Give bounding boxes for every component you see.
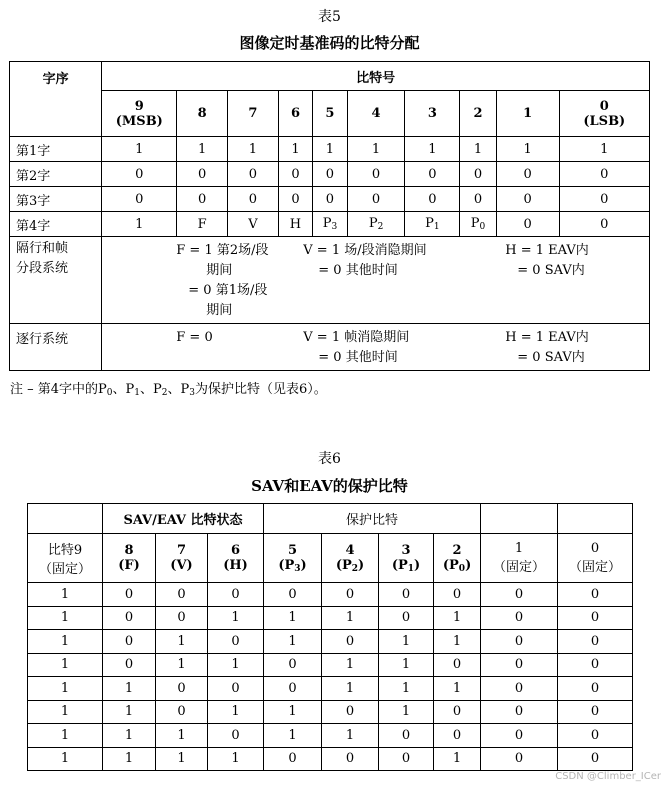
t6-cell: 1 — [103, 677, 156, 701]
bit-cell: 1 — [347, 137, 405, 162]
interlaced-definitions — [102, 237, 650, 324]
t6-cell: 1 — [434, 677, 481, 701]
t6-cell: 1 — [379, 630, 434, 654]
t6-cell: 0 — [379, 747, 434, 771]
t6-cell: 1 — [156, 630, 208, 654]
t6-cell: 1 — [28, 630, 103, 654]
t6-cell: 0 — [481, 700, 558, 724]
bit-cell: 1 — [559, 137, 649, 162]
t6-cell: 0 — [103, 630, 156, 654]
bit-cell: $P_1$ — [405, 212, 460, 237]
bit-header-5: 5 — [313, 91, 347, 137]
t6-col-header: 5 $(P_3)$ — [264, 534, 322, 583]
t6-cell: 0 — [322, 747, 379, 771]
t6-cell: 0 — [322, 630, 379, 654]
bit-cell: 0 — [313, 187, 347, 212]
word-row — [10, 162, 650, 187]
bit-cell: 0 — [177, 187, 228, 212]
t6-cell: 1 — [208, 700, 264, 724]
t6-cell: 1 — [379, 677, 434, 701]
t6-cell: 1 — [434, 747, 481, 771]
header-word-order: 字序 — [10, 62, 102, 137]
bit-cell: $P_0$ — [460, 212, 497, 237]
t6-cell: 0 — [481, 583, 558, 607]
t6-cell: 0 — [156, 700, 208, 724]
bit-cell: 0 — [278, 162, 312, 187]
bit-cell: 1 — [228, 137, 279, 162]
bit-cell: 0 — [559, 212, 649, 237]
t6-cell: 0 — [558, 724, 633, 748]
bit-cell: 0 — [559, 187, 649, 212]
header-sav-eav-state: SAV/EAV 比特状态 — [103, 504, 264, 534]
bit-cell: 1 — [460, 137, 497, 162]
bit-cell: 0 — [347, 162, 405, 187]
t6-cell: 0 — [434, 724, 481, 748]
bit-cell: 0 — [559, 162, 649, 187]
bit-header-2: 2 — [460, 91, 497, 137]
t6-cell: 1 — [28, 606, 103, 630]
t6-cell: 1 — [28, 724, 103, 748]
t6-cell: 1 — [103, 724, 156, 748]
t6-cell: 1 — [434, 630, 481, 654]
t6-cell: 0 — [208, 630, 264, 654]
t6-cell: 0 — [481, 630, 558, 654]
t6-cell: 1 — [103, 700, 156, 724]
t6-cell: 0 — [103, 606, 156, 630]
t6-cell: 1 — [322, 606, 379, 630]
interlaced-v-def: V = 1 场/段消隐期间 = 0 其他时间 — [303, 243, 427, 278]
t6-col-header: 6 (H) — [208, 534, 264, 583]
t6-cell: 0 — [379, 583, 434, 607]
t6-col-header: 比特9 （固定） — [28, 534, 103, 583]
interlaced-label: 隔行和帧 分段系统 — [10, 237, 102, 324]
table-row — [28, 583, 633, 607]
table6-blank-header — [28, 504, 103, 534]
t6-cell: 1 — [264, 724, 322, 748]
t6-cell: 0 — [481, 606, 558, 630]
bit-header-1: 1 — [496, 91, 559, 137]
table6-number: 表6 — [318, 451, 341, 467]
t6-cell: 0 — [322, 700, 379, 724]
t6-cell: 1 — [156, 747, 208, 771]
bit-header-3: 3 — [405, 91, 460, 137]
bit-header-6: 6 — [278, 91, 312, 137]
bit-cell: 0 — [496, 162, 559, 187]
table-row — [28, 606, 633, 630]
t6-cell: 0 — [156, 606, 208, 630]
t6-cell: 0 — [434, 700, 481, 724]
t6-cell: 0 — [379, 724, 434, 748]
bit-header-9: 9 (MSB) — [102, 91, 177, 137]
table-row — [28, 677, 633, 701]
bit-cell: 1 — [496, 137, 559, 162]
table-row — [28, 700, 633, 724]
t6-cell: 0 — [156, 583, 208, 607]
bit-cell: 0 — [496, 212, 559, 237]
word-row — [10, 212, 650, 237]
bit-cell: V — [228, 212, 279, 237]
bit-cell: 0 — [460, 162, 497, 187]
t6-cell: 0 — [264, 583, 322, 607]
bit-cell: 0 — [347, 187, 405, 212]
bit-header-4: 4 — [347, 91, 405, 137]
t6-cell: 1 — [208, 606, 264, 630]
t6-cell: 0 — [558, 583, 633, 607]
bit-cell: 0 — [102, 162, 177, 187]
t6-cell: 0 — [208, 677, 264, 701]
table5-note: 注 – 第4字中的$P_0$、$P_1$、$P_2$、$P_3$为保护比特（见表6）。 — [10, 382, 327, 398]
bit-cell: 0 — [405, 162, 460, 187]
header-bit-number: 比特号 — [102, 62, 650, 91]
table-row — [28, 630, 633, 654]
t6-cell: 0 — [264, 747, 322, 771]
table-row — [28, 724, 633, 748]
table5-title: 图像定时基准码的比特分配 — [239, 34, 420, 52]
table-row — [28, 653, 633, 677]
t6-cell: 0 — [481, 724, 558, 748]
progressive-h-def: H = 1 EAV内 = 0 SAV内 — [505, 330, 589, 365]
bit-cell: 0 — [228, 187, 279, 212]
table6-blank-header-1 — [481, 504, 558, 534]
bit-cell: H — [278, 212, 312, 237]
t6-cell: 0 — [481, 677, 558, 701]
t6-cell: 0 — [481, 653, 558, 677]
t6-col-header: 3 $(P_1)$ — [379, 534, 434, 583]
table5-number: 表5 — [318, 9, 341, 25]
word-row — [10, 187, 650, 212]
bit-header-7: 7 — [228, 91, 279, 137]
bit-cell: $P_2$ — [347, 212, 405, 237]
t6-cell: 1 — [264, 630, 322, 654]
t6-cell: 1 — [156, 653, 208, 677]
t6-cell: 0 — [379, 606, 434, 630]
progressive-definitions — [102, 324, 650, 371]
bit-cell: 1 — [177, 137, 228, 162]
t6-col-header: 1 （固定） — [481, 534, 558, 583]
progressive-f-def: F = 0 — [176, 330, 213, 345]
bit-cell: 1 — [405, 137, 460, 162]
t6-cell: 1 — [28, 677, 103, 701]
bit-cell: $P_3$ — [313, 212, 347, 237]
t6-cell: 1 — [208, 653, 264, 677]
t6-cell: 1 — [28, 653, 103, 677]
t6-cell: 0 — [558, 700, 633, 724]
t6-cell: 1 — [322, 724, 379, 748]
bit-cell: 1 — [102, 212, 177, 237]
table5 — [9, 61, 650, 371]
bit-cell: 1 — [313, 137, 347, 162]
bit-cell: 1 — [102, 137, 177, 162]
bit-cell: 0 — [496, 187, 559, 212]
bit-cell: F — [177, 212, 228, 237]
t6-cell: 1 — [28, 583, 103, 607]
t6-cell: 1 — [379, 653, 434, 677]
t6-cell: 0 — [156, 677, 208, 701]
header-protection-bits: 保护比特 — [264, 504, 481, 534]
t6-cell: 0 — [208, 724, 264, 748]
t6-cell: 1 — [322, 653, 379, 677]
t6-cell: 0 — [558, 606, 633, 630]
progressive-label: 逐行系统 — [10, 324, 102, 371]
t6-cell: 0 — [434, 583, 481, 607]
bit-cell: 0 — [313, 162, 347, 187]
t6-cell: 0 — [264, 653, 322, 677]
table6-title: SAV和EAV的保护比特 — [251, 477, 408, 495]
table6 — [27, 503, 633, 771]
table6-blank-header-0 — [558, 504, 633, 534]
bit-cell: 0 — [460, 187, 497, 212]
word-row — [10, 137, 650, 162]
t6-cell: 1 — [434, 606, 481, 630]
bit-cell: 1 — [278, 137, 312, 162]
bit-cell: 0 — [177, 162, 228, 187]
bit-cell: 0 — [102, 187, 177, 212]
t6-cell: 1 — [103, 747, 156, 771]
interlaced-f-def: F = 1 第2场/段 期间 = 0 第1场/段 期间 — [176, 243, 269, 318]
bit-cell: 0 — [278, 187, 312, 212]
t6-cell: 1 — [28, 747, 103, 771]
bit-cell: 0 — [228, 162, 279, 187]
progressive-v-def: V = 1 帧消隐期间 = 0 其他时间 — [303, 330, 410, 365]
t6-cell: 1 — [28, 700, 103, 724]
word-label: 第4字 — [10, 212, 102, 237]
t6-cell: 1 — [379, 700, 434, 724]
t6-cell: 1 — [208, 747, 264, 771]
t6-cell: 0 — [264, 677, 322, 701]
t6-cell: 0 — [208, 583, 264, 607]
t6-cell: 0 — [558, 677, 633, 701]
t6-cell: 0 — [481, 747, 558, 771]
t6-col-header: 8 (F) — [103, 534, 156, 583]
t6-cell: 0 — [558, 630, 633, 654]
t6-col-header: 0 （固定） — [558, 534, 633, 583]
t6-cell: 0 — [558, 653, 633, 677]
t6-cell: 0 — [434, 653, 481, 677]
t6-col-header: 4 $(P_2)$ — [322, 534, 379, 583]
t6-cell: 0 — [103, 583, 156, 607]
t6-cell: 1 — [156, 724, 208, 748]
t6-cell: 1 — [264, 606, 322, 630]
word-label: 第1字 — [10, 137, 102, 162]
t6-cell: 0 — [558, 747, 633, 771]
t6-col-header: 2 $(P_0)$ — [434, 534, 481, 583]
watermark: CSDN @Climber_ICer — [555, 771, 661, 782]
t6-cell: 0 — [322, 583, 379, 607]
word-label: 第2字 — [10, 162, 102, 187]
t6-cell: 1 — [322, 677, 379, 701]
bit-cell: 0 — [405, 187, 460, 212]
bit-header-8: 8 — [177, 91, 228, 137]
t6-col-header: 7 (V) — [156, 534, 208, 583]
word-label: 第3字 — [10, 187, 102, 212]
bit-header-0: 0 (LSB) — [559, 91, 649, 137]
t6-cell: 1 — [264, 700, 322, 724]
interlaced-h-def: H = 1 EAV内 = 0 SAV内 — [505, 243, 589, 278]
table-row — [28, 747, 633, 771]
t6-cell: 0 — [103, 653, 156, 677]
